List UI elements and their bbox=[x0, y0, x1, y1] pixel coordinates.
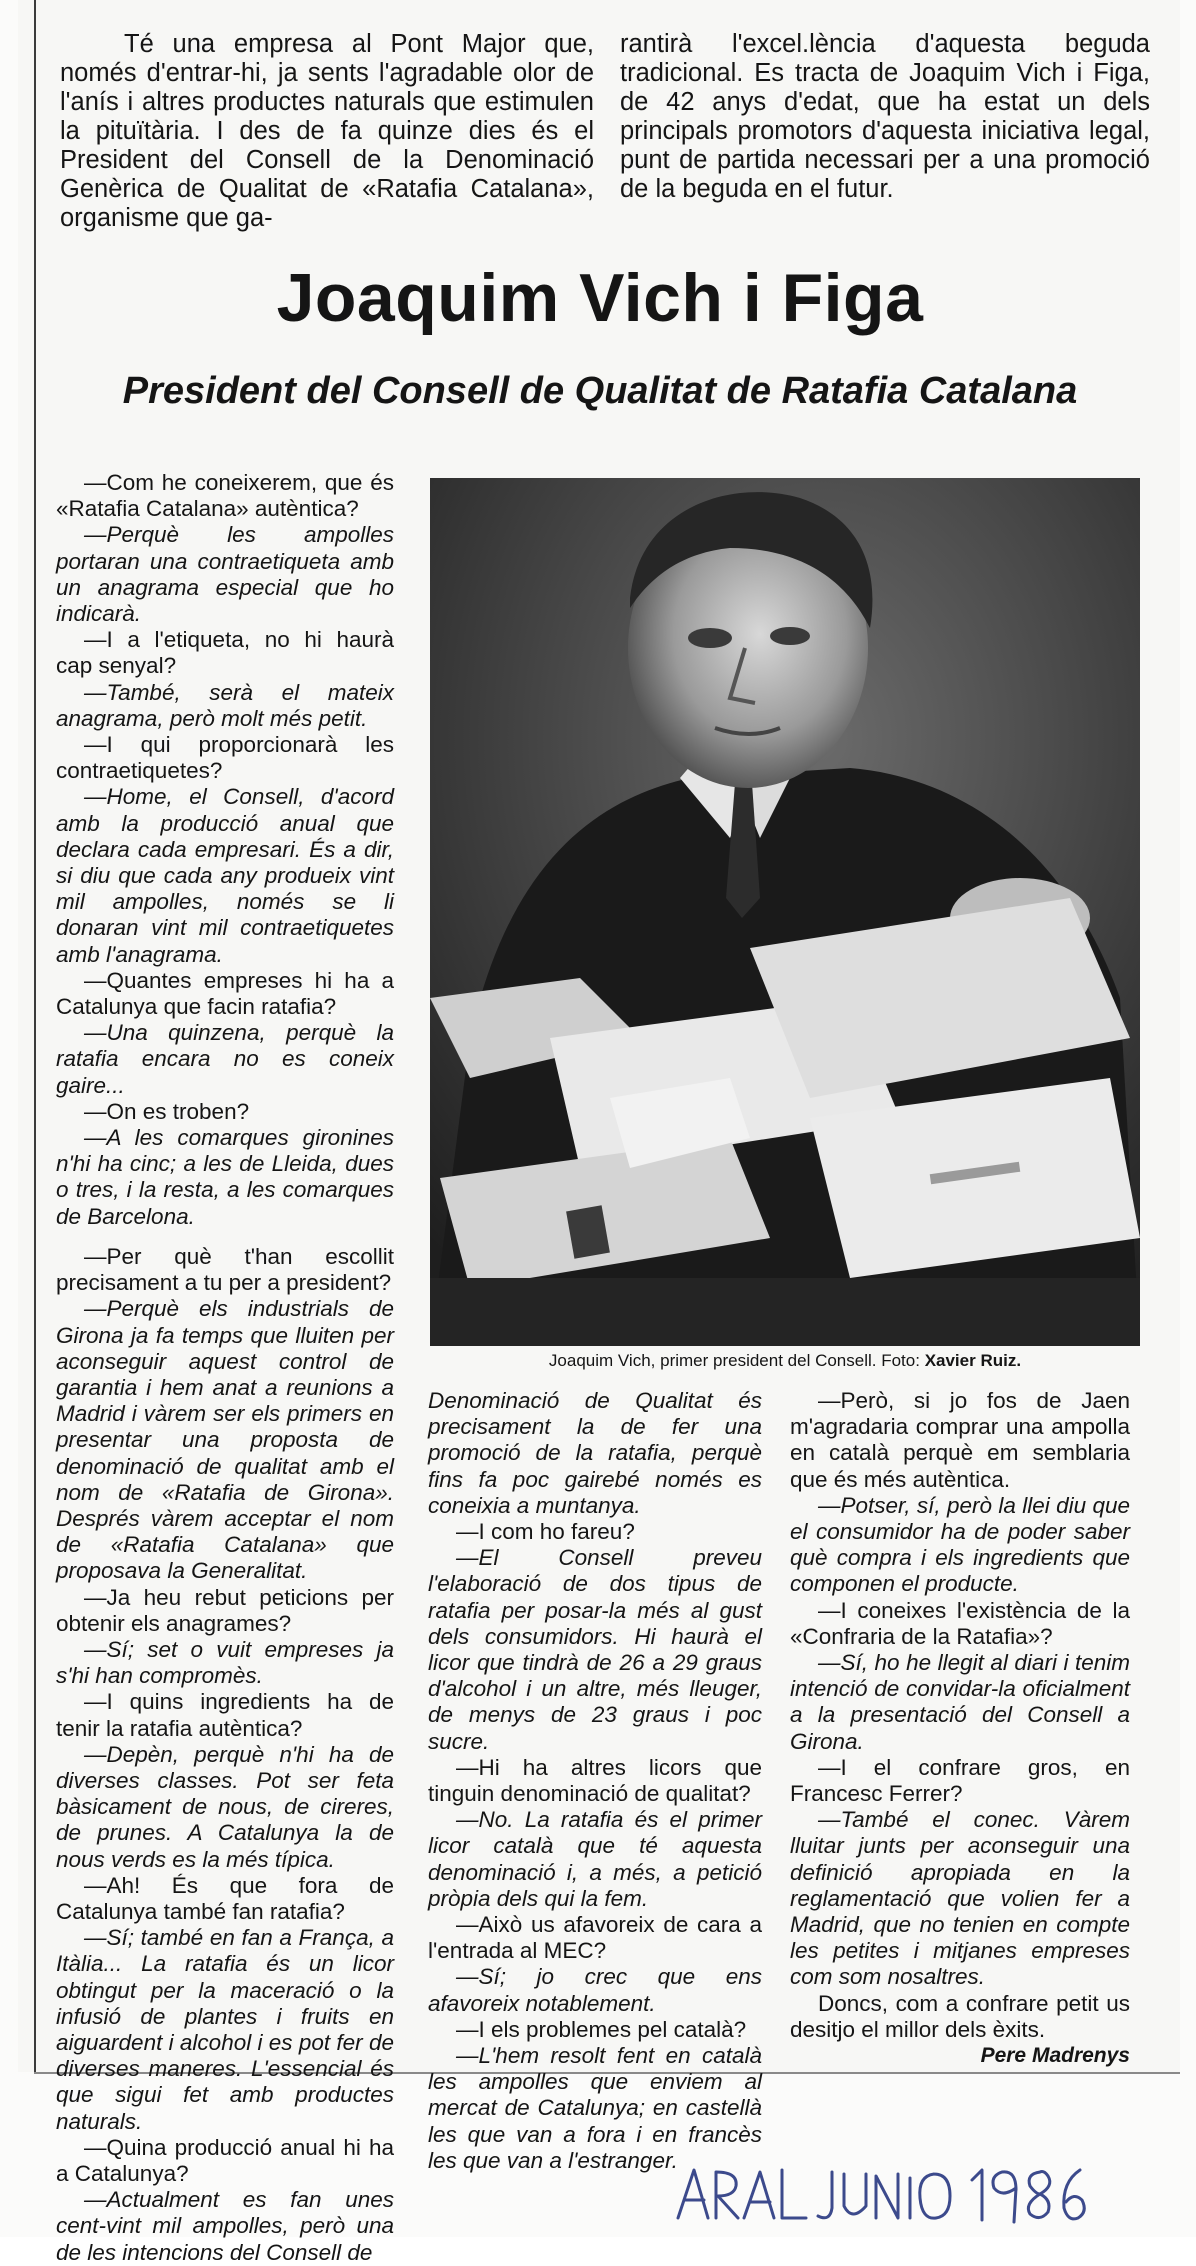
interview-column-3 bbox=[790, 1388, 1130, 2043]
answer: —Perquè les ampolles portaran una contraetiqueta amb un anagrama especial que ho indicarà. bbox=[56, 522, 394, 627]
answer: —Sí; també en fan a França, a Itàlia... La ratafia és un licor obtingut per la maceració o la infusió de plantes i fruits en aiguardent i alcohol i es pot fer de diverses maneres. L'essencial és que sigui fet amb productes naturals. bbox=[56, 1925, 394, 2134]
answer: —Sí, ho he llegit al diari i tenim intenció de convidar-la oficialment a la presentació del Consell a Girona. bbox=[790, 1650, 1130, 1754]
answer: —Sí; set o vuit empreses ja s'hi han compromès. bbox=[56, 1636, 394, 1689]
answer: —Home, el Consell, d'acord amb la producció anual que declara cada empresari. És a dir, si diu que cada any produeix vint mil ampolles, només se li donaran vint mil contraetiquetes amb l'anagrama. bbox=[56, 784, 394, 967]
subheadline: President del Consell de Qualitat de Ratafia Catalana bbox=[122, 370, 1078, 412]
question: —Quina producció anual hi ha a Catalunya? bbox=[56, 2134, 394, 2186]
answer: —El Consell preveu l'elaboració de dos tipus de ratafia per posar-la més al gust dels consumidors. Hi haurà el licor que tindrà de 26 a 29 graus d'alcohol i un altre, més lleuger, de menys de 23 graus i poc sucre. bbox=[428, 1545, 762, 1754]
question: —On es troben? bbox=[84, 1098, 250, 1124]
question: —Quantes empreses hi ha a Catalunya que facin ratafia? bbox=[56, 967, 394, 1020]
question: —Ah! És que fora de Catalunya també fan ratafia? bbox=[56, 1872, 394, 1924]
answer: —Perquè els industrials de Girona ja fa temps que lluiten per aconseguir aquest control de garantia i hem anat a reunions a Madrid i vàrem ser els primers en presentar una proposta de denominació de qualitat amb el nom de «Ratafia de Girona». Després vàrem acceptar el nom de «Ratafia Catalana» que proposava la Generalitat. bbox=[56, 1296, 394, 1584]
intro-right-column bbox=[620, 30, 1150, 204]
question: —I qui proporcionarà les contraetiquetes? bbox=[56, 732, 394, 784]
column-rule bbox=[34, 0, 36, 2072]
interview-column-1 bbox=[56, 470, 394, 2266]
answer: —També, serà el mateix anagrama, però molt més petit. bbox=[56, 679, 394, 731]
photo-credit: Xavier Ruiz. bbox=[924, 1351, 1022, 1370]
answer: —Una quinzena, perquè la ratafia encara no es coneix gaire... bbox=[56, 1020, 394, 1098]
answer: —També el conec. Vàrem lluitar junts per aconseguir una definició apropiada en la reglamentació que volien fer a Madrid, que no tenien en compte les petites i mitjanes empreses com som nosaltres. bbox=[790, 1807, 1130, 1990]
question: —I a l'etiqueta, no hi haurà cap senyal? bbox=[56, 627, 394, 679]
portrait-image bbox=[430, 478, 1140, 1346]
byline: Pere Madrenys bbox=[980, 2044, 1130, 2067]
question: —I com ho fareu? bbox=[456, 1519, 635, 1545]
answer: —Potser, sí, però la llei diu que el consumidor ha de poder saber què compra i els ingredients que componen el producte. bbox=[790, 1492, 1130, 1597]
handwritten-note bbox=[672, 2160, 1092, 2230]
question: —Per què t'han escollit precisament a tu per a president? bbox=[56, 1243, 394, 1296]
intro-left-column bbox=[60, 30, 594, 233]
answer: —No. La ratafia és el primer licor català que té aquesta denominació i, a més, a petició pròpia dels qui la fem. bbox=[428, 1807, 762, 1911]
closing-line: Doncs, com a confrare petit us desitjo el millor dels èxits. bbox=[790, 1990, 1130, 2042]
intro-left-text: Té una empresa al Pont Major que, només d'entrar-hi, ja sents l'agradable olor de l'anís i altres productes naturals que estimulen la pituïtària. I des de fa quinze dies és el President del Consell de la Denominació Genèrica de Qualitat de «Ratafia Catalana», organisme que ga- bbox=[60, 30, 594, 232]
photo-caption bbox=[430, 1350, 1140, 1372]
question: —I quins ingredients ha de tenir la ratafia autèntica? bbox=[56, 1689, 394, 1741]
question: —Hi ha altres licors que tinguin denominació de qualitat? bbox=[428, 1754, 762, 1807]
answer: —L'hem resolt fent en català les ampolles que enviem al mercat de Catalunya; en castellà les que van a fora i en francès les que van a l'estranger. bbox=[428, 2043, 762, 2173]
question: —I coneixes l'existència de la «Confraria de la Ratafia»? bbox=[790, 1597, 1130, 1649]
question: —Ja heu rebut peticions per obtenir els anagrames? bbox=[56, 1584, 394, 1636]
answer: —Sí; jo crec que ens afavoreix notablement. bbox=[428, 1964, 762, 2016]
caption-text: Joaquim Vich, primer president del Consell. Foto: bbox=[548, 1351, 920, 1370]
answer: —Actualment es fan unes cent-vint mil ampolles, però una de les intencions del Consell de bbox=[56, 2187, 394, 2265]
question: —I els problemes pel català? bbox=[456, 2016, 747, 2042]
question: —I el confrare gros, en Francesc Ferrer? bbox=[790, 1754, 1130, 1807]
question: —Però, si jo fos de Jaen m'agradaria comprar una ampolla en català perquè em semblaria que és més autèntica. bbox=[790, 1388, 1130, 1492]
question: —Com he coneixerem, que és «Ratafia Catalana» autèntica? bbox=[56, 470, 394, 522]
portrait-photo bbox=[430, 478, 1140, 1346]
intro-right-text: rantirà l'excel.lència d'aquesta beguda tradicional. Es tracta de Joaquim Vich i Figa, de 42 anys d'edat, que ha estat un dels principals promotors d'aquesta iniciativa legal, punt de partida necessari per a una promoció de la beguda en el futur. bbox=[620, 30, 1150, 203]
interview-column-2 bbox=[428, 1388, 762, 2174]
answer: Denominació de Qualitat és precisament la de fer una promoció de la ratafia, perquè fins fa poc gairebé només es coneixia a muntanya. bbox=[428, 1388, 762, 1518]
headline: Joaquim Vich i Figa bbox=[276, 260, 924, 336]
question: —Això us afavoreix de cara a l'entrada al MEC? bbox=[428, 1912, 762, 1964]
answer: —Depèn, perquè n'hi ha de diverses classes. Pot ser feta bàsicament de nous, de cireres, de prunes. A Catalunya la de nous verds es la més típica. bbox=[56, 1741, 394, 1872]
answer: —A les comarques gironines n'hi ha cinc; a les de Lleida, dues o tres, i la resta, a les comarques de Barcelona. bbox=[56, 1125, 394, 1229]
